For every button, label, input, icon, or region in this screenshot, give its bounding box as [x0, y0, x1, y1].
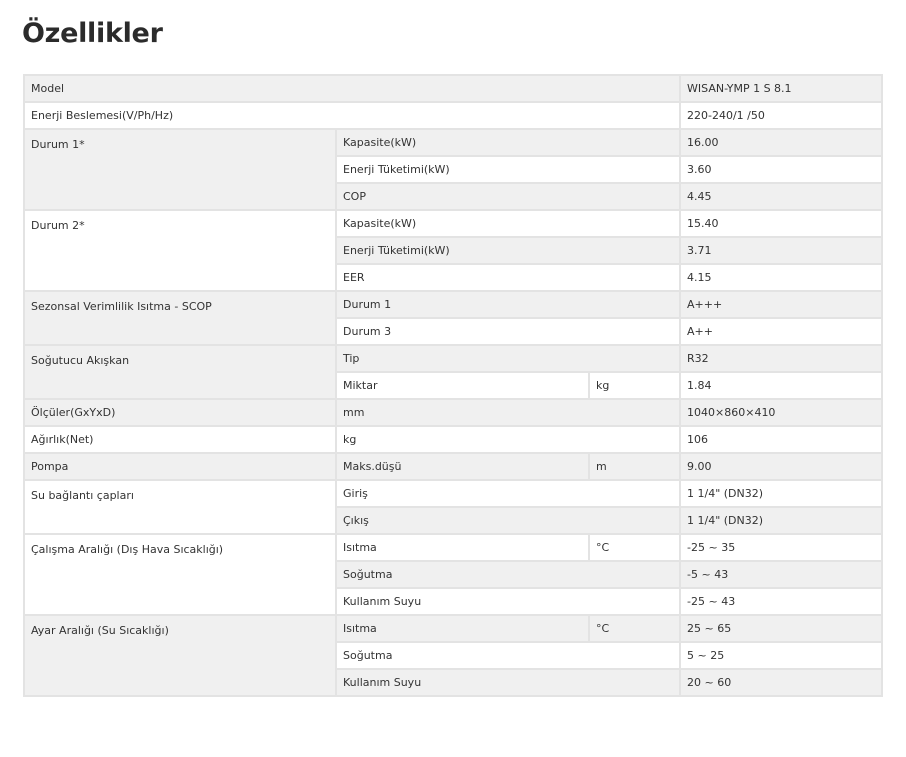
durum2-param-power: Enerji Tüketimi(kW)	[337, 238, 679, 263]
pipes-param-inlet: Giriş	[337, 481, 679, 506]
weight-value: 106	[681, 427, 881, 452]
setting-param-heating: Isıtma	[337, 616, 588, 641]
setting-param-dhw: Kullanım Suyu	[337, 670, 679, 695]
refrigerant-param-type: Tip	[337, 346, 679, 371]
refrigerant-param-amount: Miktar	[337, 373, 588, 398]
setting-value-dhw: 20 ~ 60	[681, 670, 881, 695]
setting-range-unit: °C	[590, 616, 679, 641]
durum2-value-capacity: 15.40	[681, 211, 881, 236]
durum2-value-power: 3.71	[681, 238, 881, 263]
setting-value-cooling: 5 ~ 25	[681, 643, 881, 668]
dimensions-label: Ölçüler(GxYxD)	[25, 400, 335, 425]
scop-param-durum3: Durum 3	[337, 319, 679, 344]
operating-value-cooling: -5 ~ 43	[681, 562, 881, 587]
model-value: WISAN-YMP 1 S 8.1	[681, 76, 881, 101]
durum2-label: Durum 2*	[25, 211, 335, 290]
table-row-pipes-inlet	[25, 481, 881, 506]
power-supply-label: Enerji Beslemesi(V/Ph/Hz)	[25, 103, 679, 128]
refrigerant-value-type: R32	[681, 346, 881, 371]
durum1-label: Durum 1*	[25, 130, 335, 209]
table-row-weight	[25, 427, 881, 452]
refrigerant-unit-amount: kg	[590, 373, 679, 398]
operating-range-label: Çalışma Aralığı (Dış Hava Sıcaklığı)	[25, 535, 335, 614]
durum2-param-eer: EER	[337, 265, 679, 290]
specifications-table	[23, 74, 883, 697]
durum2-value-eer: 4.15	[681, 265, 881, 290]
operating-param-cooling: Soğutma	[337, 562, 679, 587]
pump-param: Maks.düşü	[337, 454, 588, 479]
dimensions-param: mm	[337, 400, 679, 425]
pipes-label: Su bağlantı çapları	[25, 481, 335, 533]
scop-value-durum1: A+++	[681, 292, 881, 317]
durum2-param-capacity: Kapasite(kW)	[337, 211, 679, 236]
weight-label: Ağırlık(Net)	[25, 427, 335, 452]
table-row-power-supply	[25, 103, 881, 128]
durum1-value-capacity: 16.00	[681, 130, 881, 155]
dimensions-value: 1040×860×410	[681, 400, 881, 425]
durum1-param-power: Enerji Tüketimi(kW)	[337, 157, 679, 182]
page-title: Özellikler	[22, 18, 163, 49]
pipes-value-outlet: 1 1/4" (DN32)	[681, 508, 881, 533]
setting-range-label: Ayar Aralığı (Su Sıcaklığı)	[25, 616, 335, 695]
pipes-value-inlet: 1 1/4" (DN32)	[681, 481, 881, 506]
scop-value-durum3: A++	[681, 319, 881, 344]
operating-param-dhw: Kullanım Suyu	[337, 589, 679, 614]
operating-param-heating: Isıtma	[337, 535, 588, 560]
table-row-model	[25, 76, 881, 101]
weight-param: kg	[337, 427, 679, 452]
refrigerant-value-amount: 1.84	[681, 373, 881, 398]
operating-value-heating: -25 ~ 35	[681, 535, 881, 560]
model-label: Model	[25, 76, 679, 101]
scop-param-durum1: Durum 1	[337, 292, 679, 317]
operating-range-unit: °C	[590, 535, 679, 560]
pump-label: Pompa	[25, 454, 335, 479]
table-row-dimensions	[25, 400, 881, 425]
table-row-durum2-capacity	[25, 211, 881, 236]
pump-value: 9.00	[681, 454, 881, 479]
table-row-operating-heating	[25, 535, 881, 560]
scop-label: Sezonsal Verimlilik Isıtma - SCOP	[25, 292, 335, 344]
setting-param-cooling: Soğutma	[337, 643, 679, 668]
durum1-param-capacity: Kapasite(kW)	[337, 130, 679, 155]
pump-unit: m	[590, 454, 679, 479]
durum1-param-cop: COP	[337, 184, 679, 209]
table-row-setting-heating	[25, 616, 881, 641]
power-supply-value: 220-240/1 /50	[681, 103, 881, 128]
table-row-pump	[25, 454, 881, 479]
setting-value-heating: 25 ~ 65	[681, 616, 881, 641]
durum1-value-power: 3.60	[681, 157, 881, 182]
pipes-param-outlet: Çıkış	[337, 508, 679, 533]
table-row-durum1-capacity	[25, 130, 881, 155]
refrigerant-label: Soğutucu Akışkan	[25, 346, 335, 398]
table-row-scop-durum1	[25, 292, 881, 317]
durum1-value-cop: 4.45	[681, 184, 881, 209]
operating-value-dhw: -25 ~ 43	[681, 589, 881, 614]
table-row-refrigerant-type	[25, 346, 881, 371]
